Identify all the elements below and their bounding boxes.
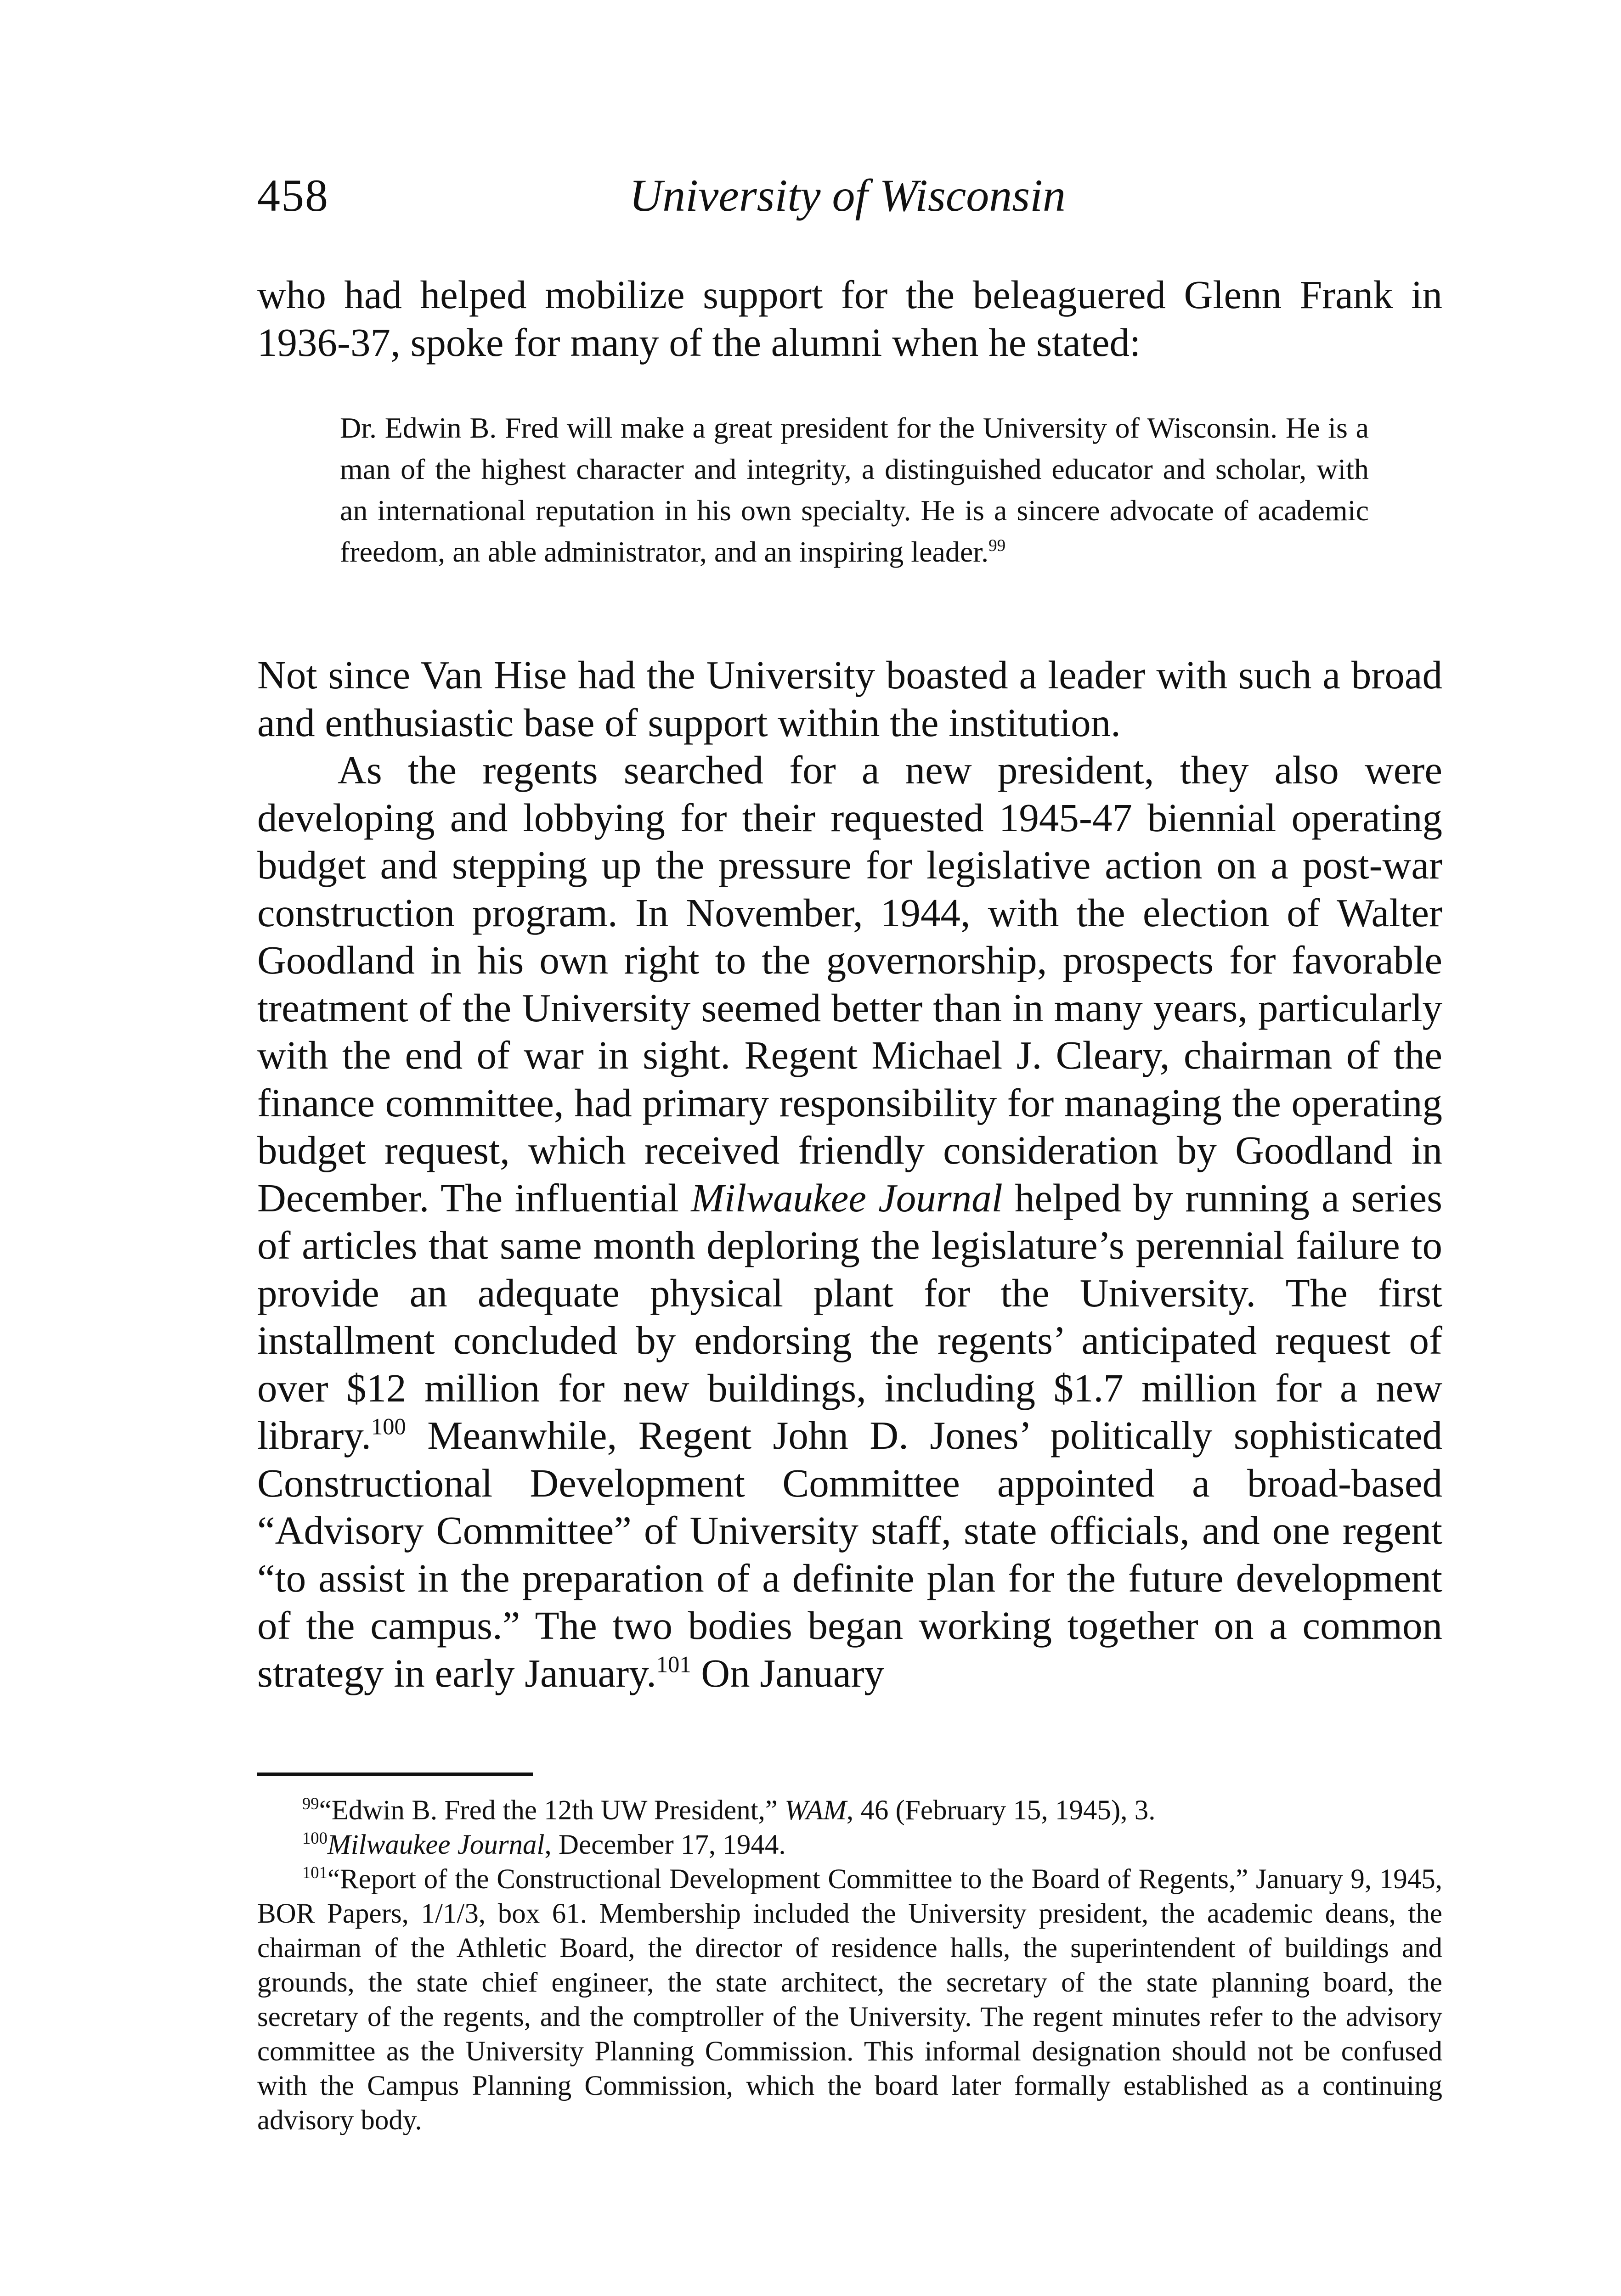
quote-text: Dr. Edwin B. Fred will make a great president for the University of Wisconsin. He is a man of the highest character and integrity, a distinguished educator and scholar, with an international reputation in his own specialty. He is a sincere advocate of academic freedom, an able administrator, and an inspiring leader.: [340, 411, 1369, 568]
running-title: University of Wisconsin: [629, 170, 1066, 221]
footnote-number: 100: [302, 1829, 328, 1848]
paragraph-regents-part1: As the regents searched for a new president, they also were developing and lobbying for their requested 1945-47 biennial operating budget and stepping up the pressure for legislative action on a post-war construction program. In November, 1944, with the election of Walter Goodland in his own right to the governorship, prospects for favorable treatment of the University seemed better than in many years, particularly with the end of war in sight. Regent Michael J. Cleary, chairman of the finance committee, had primary responsibility for managing the operating budget request, which received friendly consideration by Goodland in December. The influential: [257, 748, 1442, 1220]
footnotes: [257, 1793, 1442, 2138]
footnote-rule: [257, 1773, 533, 1776]
footnote-text-after: , 46 (February 15, 1945), 3.: [846, 1795, 1156, 1826]
main-text: [257, 651, 1442, 1697]
footnote-100: [257, 1828, 1442, 1862]
footnote-ref-99: 99: [988, 536, 1006, 555]
running-head: [257, 169, 1447, 229]
footnote-number: 101: [302, 1863, 328, 1882]
paragraph-regents-part2: helped by running a series of articles that same month deploring the legislature’s perennial failure to provide an adequate physical plant for the University. The first installment concluded by endorsing the regents’ anticipated request of over $12 million for new buildings, including $1.7 million for a new library.: [257, 1175, 1442, 1458]
footnote-ref-101: 101: [656, 1651, 691, 1677]
paragraph-regents: [257, 746, 1442, 1697]
page-number: 458: [257, 170, 329, 221]
quote-paragraph: [340, 407, 1369, 573]
block-quote: [340, 407, 1369, 573]
footnote-text: “Report of the Constructional Development Committee to the Board of Regents,” January 9, 1945, BOR Papers, 1/1/3, box 61. Membership included the University president, the academic deans, the chairman of the Athletic Board, the director of residence halls, the superintendent of buildings and grounds, the state chief engineer, the state architect, the secretary of the state planning board, the secretary of the regents, and the comptroller of the University. The regent minutes refer to the advisory committee as the University Planning Commission. This informal designation should not be confused with the Campus Planning Commission, which the board later formally established as a continuing advisory body.: [257, 1864, 1442, 2136]
intro-paragraph: who had helped mobilize support for the beleaguered Glenn Frank in 1936-37, spoke for many of the alumni when he stated:: [257, 272, 1442, 365]
footnote-101: [257, 1862, 1442, 2138]
intro-text: [257, 271, 1442, 366]
footnote-text-after: , December 17, 1944.: [544, 1829, 786, 1860]
paragraph-van-hise: Not since Van Hise had the University boasted a leader with such a broad and enthusiastic base of support within the institution.: [257, 653, 1442, 745]
footnote-ref-100: 100: [371, 1413, 406, 1440]
footnote-italic: Milwaukee Journal: [327, 1829, 545, 1860]
footnote-99: [257, 1793, 1442, 1828]
footnote-italic: WAM: [785, 1795, 847, 1826]
paragraph-regents-part3: Meanwhile, Regent John D. Jones’ politically sophisticated Constructional Development Committee appointed a broad-based “Advisory Committee” of University staff, state officials, and one regent “to assist in the preparation of a definite plan for the future development of the campus.” The two bodies began working together on a common strategy in early January.: [257, 1413, 1442, 1695]
journal-title: Milwaukee Journal: [691, 1175, 1003, 1220]
paragraph-regents-part4: On January: [691, 1650, 884, 1695]
footnote-text: “Edwin B. Fred the 12th UW President,”: [319, 1795, 785, 1826]
footnote-number: 99: [302, 1794, 319, 1813]
